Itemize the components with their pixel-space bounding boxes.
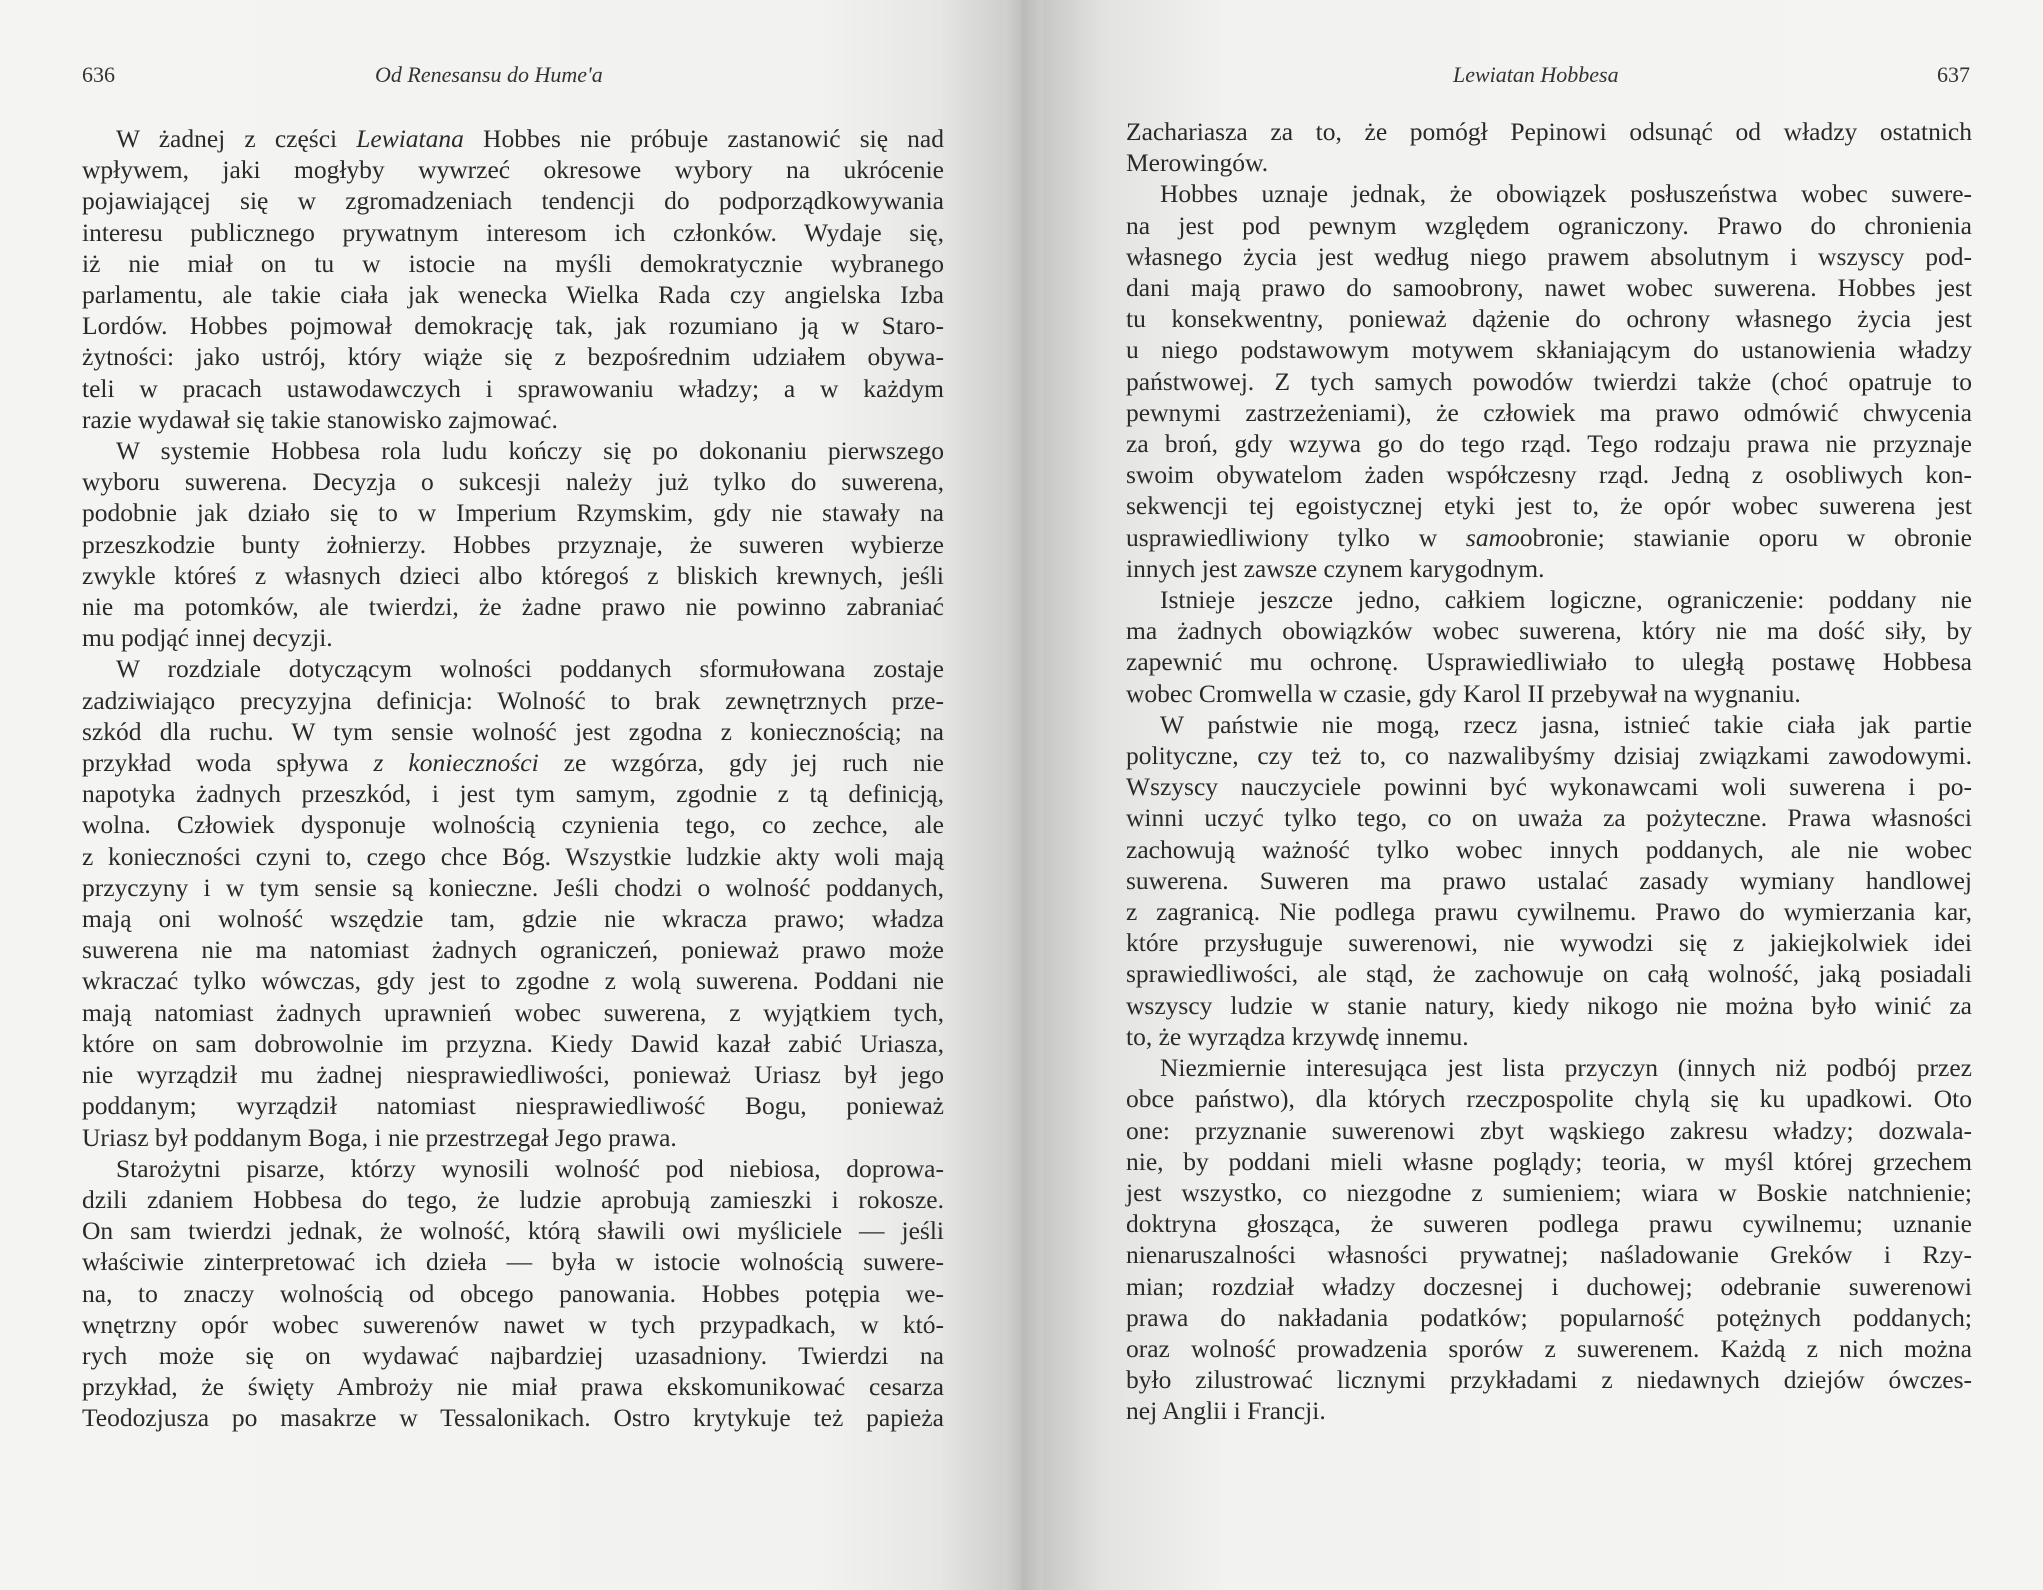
text-line: nej Anglii i Francji.: [1126, 1396, 1326, 1426]
text-line: mają oni wolność wszędzie tam, gdzie nie wkracza prawo; władza: [82, 904, 944, 934]
text-line: ma żadnych obowiązków wobec suwerena, który nie ma dość siły, by: [1126, 616, 1972, 646]
text-line: suwerena. Suweren ma prawo ustalać zasady wymiany handlowej: [1126, 865, 1972, 895]
book-gutter: [1003, 0, 1043, 1590]
text-line: nie ma potomków, ale twierdzi, że żadne prawo nie powinno zabraniać: [82, 592, 944, 622]
text-line: własnego życia jest według niego prawem absolutnym i wszyscy pod-: [1126, 241, 1972, 271]
text-line: Teodozjusza po masakrze w Tessalonikach. Ostro krytykuje też papieża: [82, 1403, 944, 1433]
text-line: za broń, gdy wzywa go do tego rząd. Tego rodzaju prawa nie przyznaje: [1126, 429, 1972, 459]
emphasis: samo: [1465, 522, 1520, 552]
text-line: winni uczyć tylko tego, co on uważa za pożyteczne. Prawa własności: [1126, 803, 1972, 833]
text-line: jest wszystko, co niezgodne z sumieniem; wiara w Boskie natchnienie;: [1126, 1177, 1972, 1207]
right-page: [1021, 0, 2042, 1590]
paragraph: [82, 1153, 944, 1434]
text-line: obce państwo), dla których rzeczpospolite chylą się ku upadkowi. Oto: [1126, 1084, 1972, 1114]
text-line: nie, by poddani mieli własne poglądy; teoria, w myśl której grzechem: [1126, 1146, 1972, 1176]
text-line: wnętrzny opór wobec suwerenów nawet w tych przypadkach, w któ-: [82, 1309, 944, 1339]
emphasis: Lewiatana: [356, 124, 464, 153]
text-line: na, to znaczy wolnością od obcego panowania. Hobbes potępia we-: [82, 1278, 944, 1308]
text-line: nienaruszalności własności prywatnej; naśladowanie Greków i Rzy-: [1126, 1240, 1972, 1270]
text-line: nie wyrządził mu żadnej niesprawiedliwości, ponieważ Uriasz był jego: [82, 1060, 944, 1090]
text-line: interesu publicznego prywatnym interesom ich członków. Wydaje się,: [82, 217, 944, 247]
text-line: z konieczności czyni to, czego chce Bóg. Wszystkie ludzkie akty woli mają: [82, 841, 944, 871]
text-line: On sam twierdzi jednak, że wolność, którą sławili owi myśliciele — jeśli: [82, 1216, 944, 1246]
text-line: wszyscy ludzie w stanie natury, kiedy nikogo nie można było winić za: [1126, 990, 1972, 1020]
running-head: Lewiatan Hobbesa: [1453, 62, 1619, 87]
paragraph: [1126, 584, 1972, 709]
text-line: W systemie Hobbesa rola ludu kończy się po dokonaniu pierwszego: [116, 436, 944, 466]
text-line: pojawiającej się w zgromadzeniach tendencji do podporządkowywania: [82, 186, 944, 216]
text-line: państwowej. Z tych samych powodów twierdzi także (choć opatruje to: [1126, 366, 1972, 396]
body-text: [82, 123, 944, 1434]
text-line: wkraczać tylko wówczas, gdy jest to zgodne z wolą suwerena. Poddani nie: [82, 966, 944, 996]
text-line: sprawiedliwości, ale stąd, że zachowuje on całą wolność, jaką posiadali: [1126, 959, 1972, 989]
text-line: Lordów. Hobbes pojmował demokrację tak, jak rozumiano ją w Staro-: [82, 311, 944, 341]
text-line: mian; rozdział władzy doczesnej i duchowej; odebranie suwerenowi: [1126, 1271, 1972, 1301]
text-line: szkód dla ruchu. W tym sensie wolność jest zgodna z koniecznością; na: [82, 716, 944, 746]
text-line: Wszyscy nauczyciele powinni być wykonawcami woli suwerena i po-: [1126, 772, 1972, 802]
text-line: przykład, że święty Ambroży nie miał prawa ekskomunikować cesarza: [82, 1372, 944, 1402]
text-line: suwerena nie ma natomiast żadnych ograniczeń, ponieważ prawo może: [82, 935, 944, 965]
text-line: oraz wolność prowadzenia sporów z suwerenem. Każdą z nich można: [1126, 1333, 1972, 1363]
text-line: tu konsekwentny, ponieważ dążenie do ochrony własnego życia jest: [1126, 304, 1972, 334]
text-line: wpływem, jaki mogłyby wywrzeć okresowe wybory na ukrócenie: [82, 155, 944, 185]
text-line: teli w pracach ustawodawczych i sprawowaniu władzy; a w każdym: [82, 373, 944, 403]
text-line: Zachariasza za to, że pomógł Pepinowi odsunąć od władzy ostatnich: [1126, 117, 1972, 146]
paragraph: [82, 435, 944, 653]
text-line: na jest pod pewnym względem ograniczony. Prawo do chronienia: [1126, 210, 1972, 240]
left-page: [0, 0, 1021, 1590]
text-line: razie wydawał się takie stanowisko zajmować.: [82, 404, 558, 434]
text-line: W żadnej z części Lewiatana Hobbes nie próbuje zastanowić się nad: [116, 124, 944, 153]
text-line: u niego podstawowym motywem skłaniającym do ustanowienia władzy: [1126, 335, 1972, 365]
text-line: swoim obywatelom żaden współczesny rząd. Jedną z osobliwych kon-: [1126, 460, 1972, 490]
running-head: Od Renesansu do Hume'a: [375, 62, 603, 87]
text-line: W rozdziale dotyczącym wolności poddanych sformułowana zostaje: [116, 654, 944, 684]
text-line: wobec Cromwella w czasie, gdy Karol II przebywał na wygnaniu.: [1126, 678, 1801, 708]
text-line: prawa do nakładania podatków; popularność potężnych poddanych;: [1126, 1302, 1972, 1332]
text-line: W państwie nie mogą, rzecz jasna, istnieć takie ciała jak partie: [1160, 709, 1972, 739]
text-line: które przysługuje suwerenowi, nie wywodzi się z jakiejkolwiek idei: [1126, 928, 1972, 958]
text-line: zachowują ważność tylko wobec innych poddanych, ale nie wobec: [1126, 834, 1972, 864]
text-line: było zilustrować licznymi przykładami z niedawnych dziejów ówczes-: [1126, 1365, 1972, 1395]
text-line: pewnymi zastrzeżeniami), że człowiek ma prawo odmówić chwycenia: [1126, 397, 1972, 427]
text-line: usprawiedliwiony tylko w samoobronie; stawianie oporu w obronie: [1126, 522, 1972, 552]
text-line: przeszkodzie bunty żołnierzy. Hobbes przyznaje, że suweren wybierze: [82, 529, 944, 559]
text-line: zwykle któreś z własnych dzieci albo któregoś z bliskich krewnych, jeśli: [82, 560, 944, 590]
text-line: przykład woda spływa z konieczności ze wzgórza, gdy jej ruch nie: [82, 748, 944, 778]
page-number: 636: [82, 62, 115, 87]
text-line: iż nie miał on tu w istocie na myśli demokratycznie wybranego: [82, 248, 944, 278]
text-line: mu podjąć innej decyzji.: [82, 623, 333, 653]
text-line: przyczyny i w tym sensie są konieczne. Jeśli chodzi o wolność poddanych,: [82, 872, 944, 902]
text-line: poddanym; wyrządził natomiast niesprawiedliwość Bogu, ponieważ: [82, 1091, 944, 1121]
text-line: Hobbes uznaje jednak, że obowiązek posłuszeństwa wobec suwere-: [1160, 179, 1972, 209]
text-line: z zagranicą. Nie podlega prawu cywilnemu. Prawo do wymierzania kar,: [1126, 897, 1972, 927]
text-line: wolna. Człowiek dysponuje wolnością czynienia tego, co zechce, ale: [82, 810, 944, 840]
body-text: [1126, 116, 1972, 1427]
text-line: doktryna głosząca, że suweren podlega prawu cywilnemu; uznanie: [1126, 1209, 1972, 1239]
text-line: one: przyznanie suwerenowi zbyt wąskiego zakresu władzy; dozwala-: [1126, 1115, 1972, 1145]
text-line: parlamentu, ale takie ciała jak wenecka Wielka Rada czy angielska Izba: [82, 280, 944, 310]
text-line: zadziwiająco precyzyjna definicja: Wolność to brak zewnętrznych prze-: [82, 685, 944, 715]
text-line: Niezmiernie interesująca jest lista przyczyn (innych niż podbój przez: [1160, 1053, 1972, 1083]
paragraph: [1126, 709, 1972, 1052]
text-line: właściwie zinterpretować ich dzieła — była w istocie wolnością suwere-: [82, 1247, 944, 1277]
text-line: polityczne, czy też to, co nazwalibyśmy dzisiaj związkami zawodowymi.: [1126, 741, 1972, 771]
text-line: Merowingów.: [1126, 148, 1269, 178]
text-line: rych może się on wydawać najbardziej uzasadniony. Twierdzi na: [82, 1340, 944, 1370]
paragraph: [82, 653, 944, 1152]
text-line: dani mają prawo do samoobrony, nawet wobec suwerena. Hobbes jest: [1126, 273, 1972, 303]
text-line: dzili zdaniem Hobbesa do tego, że ludzie aprobują zamieszki i rokosze.: [82, 1184, 944, 1214]
text-line: mają natomiast żadnych uprawnień wobec suwerena, z wyjątkiem tych,: [82, 997, 944, 1027]
text-line: Istnieje jeszcze jedno, całkiem logiczne, ograniczenie: poddany nie: [1160, 585, 1972, 615]
emphasis: z konieczności: [373, 748, 539, 778]
text-line: innych jest zawsze czynem karygodnym.: [1126, 553, 1545, 583]
text-line: to, że wyrządza krzywdę innemu.: [1126, 1021, 1469, 1051]
text-line: podobnie jak działo się to w Imperium Rzymskim, gdy nie stawały na: [82, 498, 944, 528]
paragraph: [82, 123, 944, 435]
text-line: napotyka żadnych przeszkód, i jest tym samym, zgodnie z tą definicją,: [82, 779, 944, 809]
text-line: Starożytni pisarze, którzy wynosili wolność pod niebiosa, doprowa-: [116, 1153, 944, 1183]
paragraph: [1126, 1052, 1972, 1426]
paragraph: [1126, 116, 1972, 178]
paragraph: [1126, 178, 1972, 584]
text-line: Uriasz był poddanym Boga, i nie przestrzegał Jego prawa.: [82, 1122, 677, 1152]
text-line: zapewnić mu ochronę. Usprawiedliwiało to uległą postawę Hobbesa: [1126, 647, 1972, 677]
page-number: 637: [1937, 62, 1970, 87]
text-line: wyboru suwerena. Decyzja o sukcesji należy już tylko do suwerena,: [82, 467, 944, 497]
text-line: sekwencji tej egoistycznej etyki jest to, że opór wobec suwerena jest: [1126, 491, 1972, 521]
text-line: żytności: jako ustrój, który wiąże się z bezpośrednim udziałem obywa-: [82, 342, 944, 372]
text-line: które on sam dobrowolnie im przyzna. Kiedy Dawid kazał zabić Uriasza,: [82, 1028, 944, 1058]
